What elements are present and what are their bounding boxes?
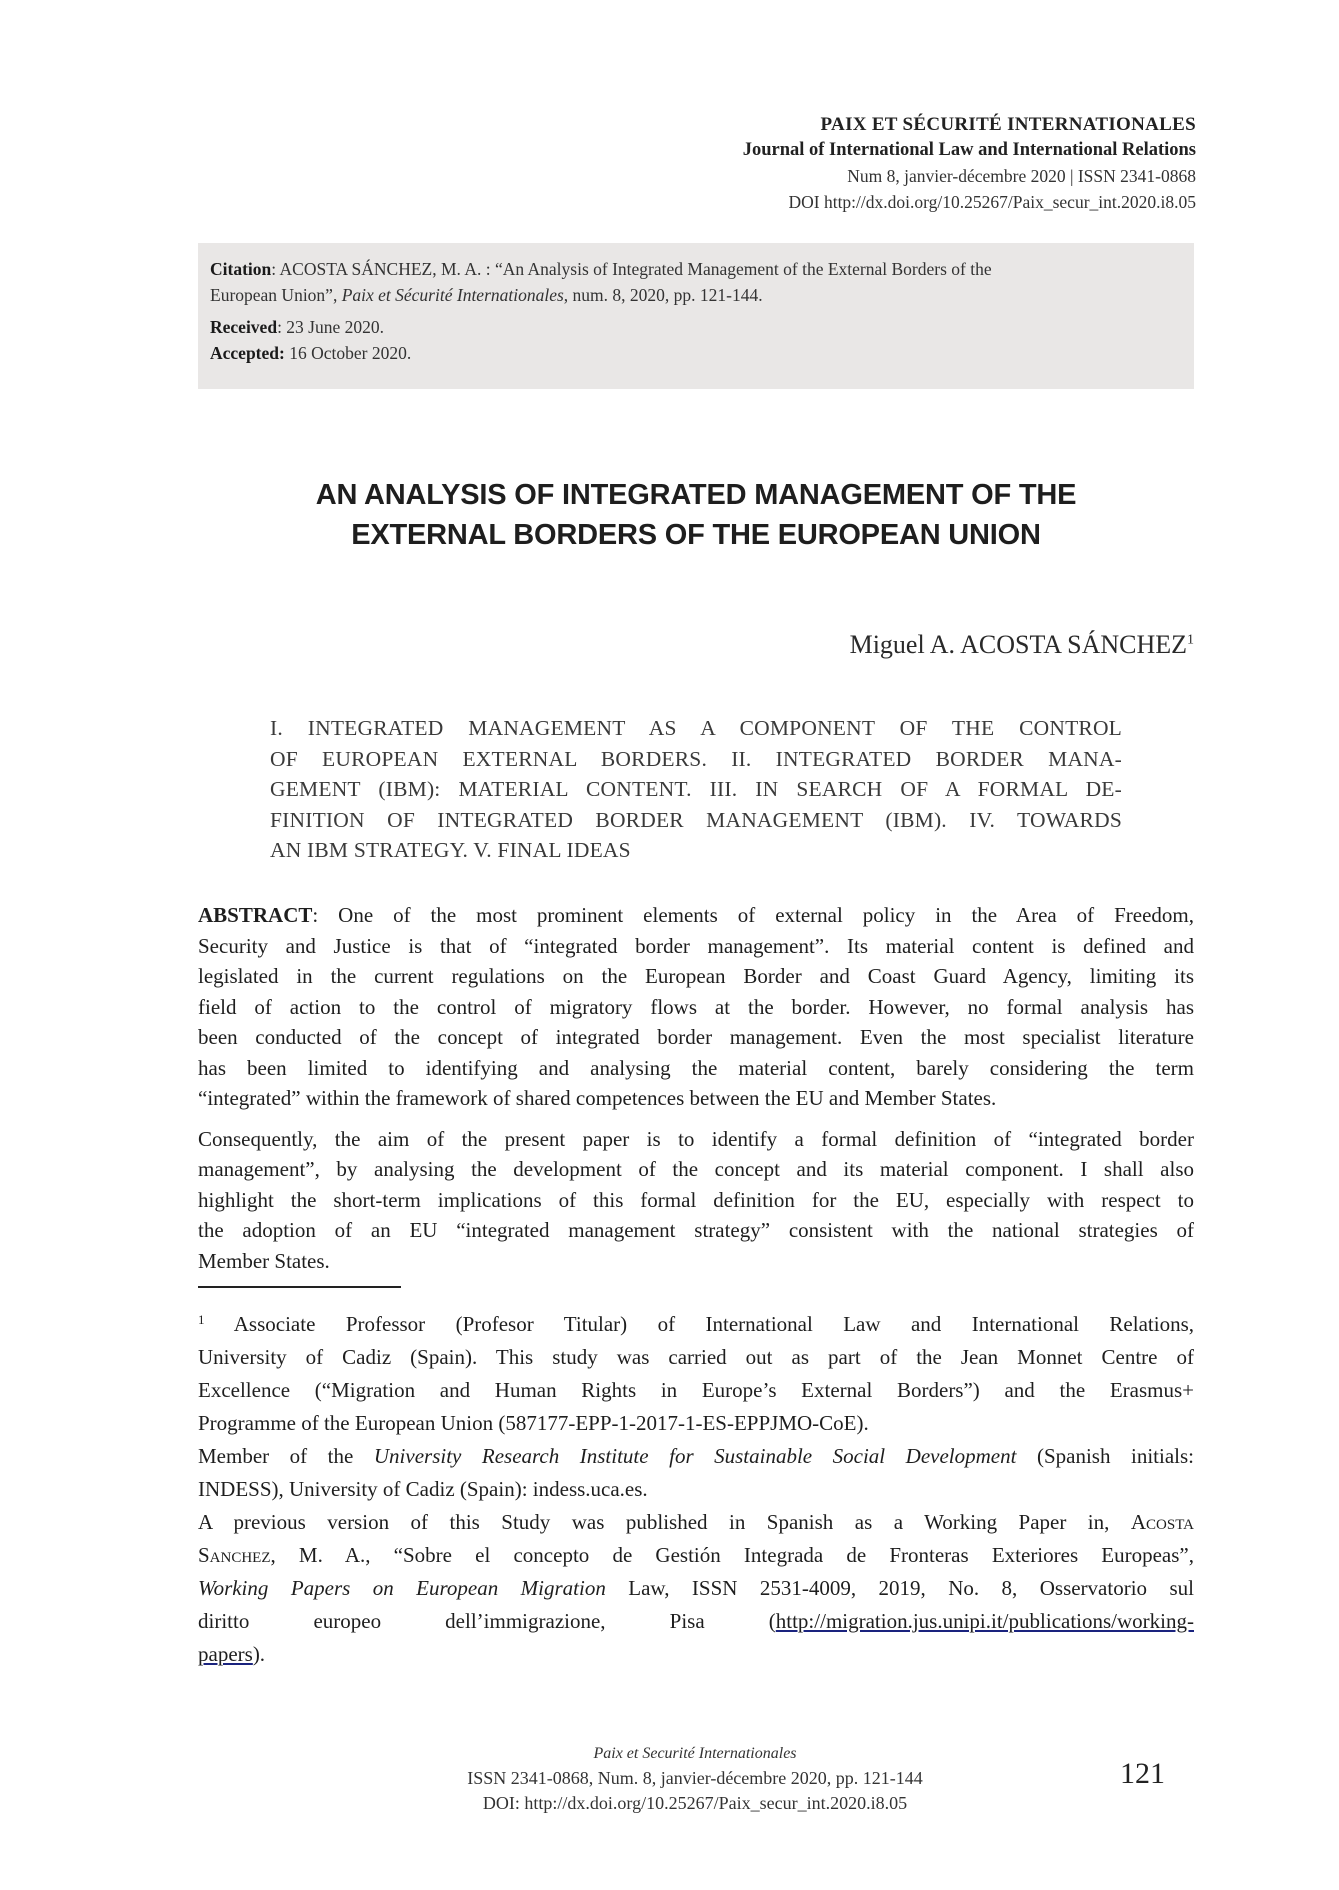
working-papers-link[interactable]: http://migration.jus.unipi.it/publications/working-: [775, 1609, 1194, 1633]
footnote-line-text: Associate Professor (Profesor Titular) of International Law and International Relations,: [204, 1312, 1194, 1336]
abstract-line: Security and Justice is that of “integrated border management”. Its material content is defined and: [198, 933, 1194, 958]
abstract-line: [198, 900, 1194, 931]
received-label: Received: [210, 317, 278, 337]
accepted-date: [210, 340, 1182, 366]
footnotes: [198, 1303, 1194, 1671]
footnote-line: Excellence (“Migration and Human Rights in Europe’s External Borders”) and the Erasmus+: [198, 1378, 1194, 1402]
footnote-line: [198, 1506, 1194, 1539]
footnote-line: [198, 1638, 1194, 1671]
prev-series-details: Law, ISSN 2531-4009, 2019, No. 8, Osservatorio sul: [605, 1576, 1194, 1600]
toc-line: FINITION OF INTEGRATED BORDER MANAGEMENT (IBM). IV. TOWARDS: [270, 807, 1122, 832]
citation-label: Citation: [210, 259, 272, 279]
accepted-value: 16 October 2020.: [284, 343, 412, 363]
working-papers-link-cont[interactable]: papers: [198, 1642, 253, 1666]
prev-version-title: , M. A., “Sobre el concepto de Gestión Integrada de Fronteras Exteriores Europeas”,: [270, 1543, 1194, 1567]
received-value: : 23 June 2020.: [277, 317, 385, 337]
prev-publisher: diritto europeo dell’immigrazione, Pisa (: [198, 1609, 776, 1633]
prev-series-title: Working Papers on European Migration: [198, 1576, 606, 1600]
member-suffix: (Spanish initials:: [1016, 1444, 1195, 1468]
title-line-1: AN ANALYSIS OF INTEGRATED MANAGEMENT OF THE: [315, 479, 1077, 511]
abstract: [198, 900, 1194, 1276]
footnote-line: [198, 1440, 1194, 1473]
footer-doi: DOI: http://dx.doi.org/10.25267/Paix_secur_int.2020.i8.05: [482, 1793, 908, 1813]
footer-issue: ISSN 2341-0868, Num. 8, janvier-décembre 2020, pp. 121-144: [467, 1768, 923, 1788]
footnote-line: University of Cadiz (Spain). This study was carried out as part of the Jean Monnet Centre of: [198, 1345, 1194, 1369]
citation-text-cont: European Union”,: [210, 285, 342, 305]
page-footer: [330, 1742, 1060, 1816]
citation-text: : ACOSTA SÁNCHEZ, M. A. : “An Analysis of Integrated Management of the External Borders of the: [271, 259, 992, 279]
abstract-line: has been limited to identifying and analysing the material content, barely considering the term: [198, 1055, 1194, 1080]
prev-version-text: A previous version of this Study was published in Spanish as a Working Paper in,: [198, 1510, 1131, 1534]
citation-box: [198, 243, 1194, 389]
abstract-line: “integrated” within the framework of shared competences between the EU and Member States.: [198, 1086, 997, 1110]
member-prefix: Member of the: [198, 1444, 374, 1468]
citation-journal: Paix et Sécurité Internationales: [341, 285, 564, 305]
journal-doi: DOI http://dx.doi.org/10.25267/Paix_secur_int.2020.i8.05: [788, 192, 1196, 212]
footer-journal: Paix et Securité Internationales: [593, 1745, 797, 1762]
citation-line-1: [210, 256, 1182, 282]
abstract-line: legislated in the current regulations on the European Border and Coast Guard Agency, limiting its: [198, 964, 1194, 988]
table-of-contents: [270, 713, 1122, 866]
accepted-label: Accepted:: [210, 343, 285, 363]
page-number: 121: [1120, 1757, 1165, 1790]
member-institute: University Research Institute for Sustainable Social Development: [373, 1444, 1017, 1468]
abstract-label: ABSTRACT: [198, 903, 313, 927]
journal-header: [743, 112, 1196, 215]
author-footnote-mark[interactable]: 1: [1187, 632, 1194, 648]
author-name-text: Miguel A. ACOSTA SÁNCHEZ: [849, 630, 1187, 659]
footnote-line: Programme of the European Union (587177-EPP-1-2017-1-ES-EPPJMO-CoE).: [198, 1411, 869, 1435]
prev-author-surname: Acosta: [1130, 1510, 1194, 1534]
abstract-line: Member States.: [198, 1248, 330, 1273]
author-name: [850, 630, 1194, 660]
footnote-divider: [198, 1286, 401, 1288]
toc-line: I. INTEGRATED MANAGEMENT AS A COMPONENT OF THE CONTROL: [270, 716, 1122, 740]
abstract-line: management”, by analysing the development of the concept and its material component. I shall also: [198, 1157, 1194, 1181]
footnote-close: ).: [252, 1642, 266, 1666]
abstract-line: field of action to the control of migratory flows at the border. However, no formal analysis has: [198, 994, 1194, 1019]
toc-line: GEMENT (IBM): MATERIAL CONTENT. III. IN SEARCH OF A FORMAL DE-: [270, 777, 1122, 801]
footnote-line: [198, 1605, 1194, 1638]
abstract-line-text: : One of the most prominent elements of external policy in the Area of Freedom,: [312, 903, 1194, 927]
received-date: [210, 314, 1182, 340]
toc-line: AN IBM STRATEGY. V. FINAL IDEAS: [270, 838, 631, 862]
abstract-line: highlight the short-term implications of this formal definition for the EU, especially with respect to: [198, 1187, 1194, 1212]
article-title: [198, 475, 1194, 555]
citation-pages: , num. 8, 2020, pp. 121-144.: [563, 285, 763, 305]
abstract-line: the adoption of an EU “integrated management strategy” consistent with the national strategies of: [198, 1218, 1194, 1242]
citation-line-2: [210, 282, 1182, 308]
footnote-line: [198, 1303, 1194, 1341]
abstract-line: been conducted of the concept of integrated border management. Even the most specialist literature: [198, 1025, 1194, 1049]
footnote-mark: 1: [198, 1312, 205, 1327]
title-line-2: EXTERNAL BORDERS OF THE EUROPEAN UNION: [351, 519, 1041, 551]
abstract-paragraph-1: [198, 900, 1194, 1114]
abstract-line: Consequently, the aim of the present paper is to identify a formal definition of “integrated border: [198, 1126, 1194, 1151]
footnote-line: [198, 1539, 1194, 1572]
journal-subtitle: Journal of International Law and International Relations: [742, 140, 1196, 160]
prev-author-surname-2: Sanchez: [198, 1543, 271, 1567]
toc-line: OF EUROPEAN EXTERNAL BORDERS. II. INTEGRATED BORDER MANA-: [270, 746, 1122, 771]
journal-name: PAIX ET SÉCURITÉ INTERNATIONALES: [820, 114, 1196, 135]
abstract-paragraph-2: [198, 1124, 1194, 1277]
journal-issue: Num 8, janvier-décembre 2020 | ISSN 2341-0868: [847, 166, 1196, 186]
footnote-line: INDESS), University of Cadiz (Spain): indess.uca.es.: [198, 1477, 648, 1501]
footnote-line: [198, 1572, 1194, 1605]
